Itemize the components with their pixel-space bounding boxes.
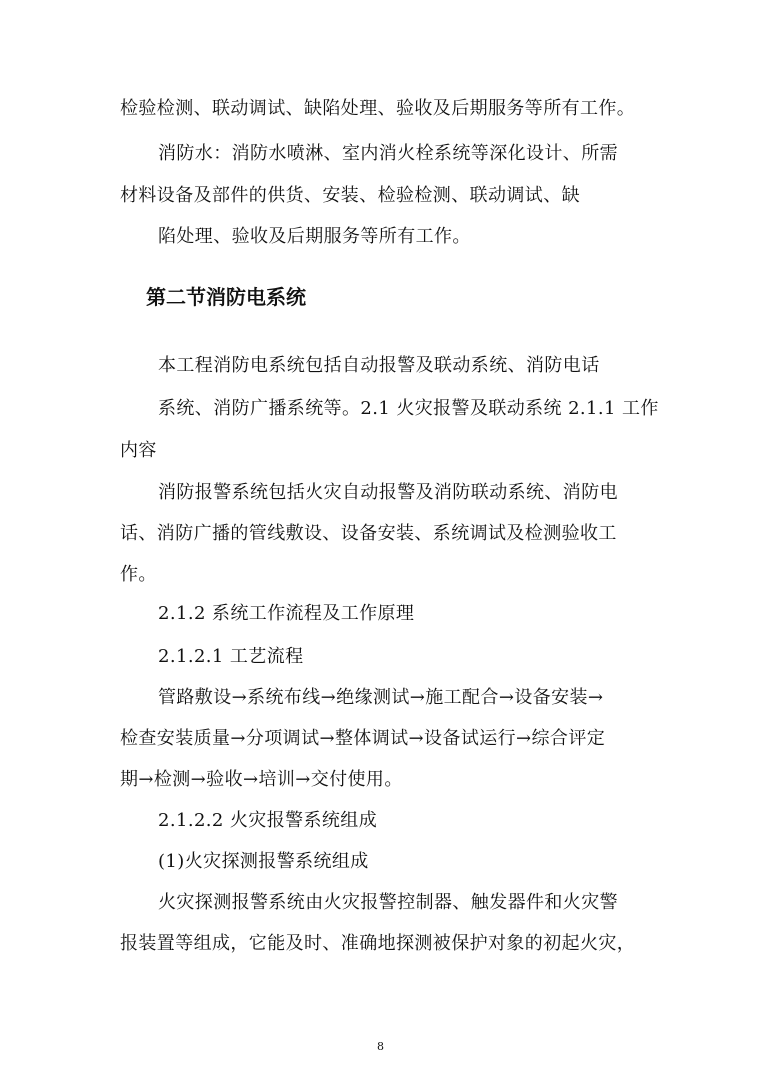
text-line: 2.1.2.1 工艺流程: [158, 646, 304, 667]
text-line: 系统、消防广播系统等。2.1 火灾报警及联动系统 2.1.1 工作: [158, 398, 659, 419]
text-line: 检查安装质量→分项调试→整体调试→设备试运行→综合评定: [120, 728, 606, 749]
text-line: 消防报警系统包括火灾自动报警及消防联动系统、消防电: [158, 482, 618, 503]
text-line: 内容: [120, 440, 157, 461]
text-line: 本工程消防电系统包括自动报警及联动系统、消防电话: [158, 355, 600, 376]
section-heading: 第二节消防电系统: [146, 285, 306, 309]
page-number: 8: [377, 1040, 384, 1053]
text-line: 材料设备及部件的供货、安装、检验检测、联动调试、缺: [120, 185, 580, 206]
text-line: 作。: [120, 564, 157, 585]
text-line: 检验检测、联动调试、缺陷处理、验收及后期服务等所有工作。: [120, 98, 636, 119]
text-line: 消防水：消防水喷淋、室内消火栓系统等深化设计、所需: [158, 143, 618, 164]
text-line: (1)火灾探测报警系统组成: [158, 851, 369, 872]
text-line: 话、消防广播的管线敷设、设备安装、系统调试及检测验收工: [120, 523, 617, 544]
text-line: 报装置等组成，它能及时、准确地探测被保护对象的初起火灾，: [120, 933, 636, 954]
text-line: 2.1.2 系统工作流程及工作原理: [158, 603, 415, 624]
text-line: 2.1.2.2 火灾报警系统组成: [158, 810, 378, 831]
text-line: 管路敷设→系统布线→绝缘测试→施工配合→设备安装→: [158, 687, 604, 708]
text-line: 火灾探测报警系统由火灾报警控制器、触发器件和火灾警: [158, 892, 618, 913]
text-line: 陷处理、验收及后期服务等所有工作。: [158, 226, 471, 247]
text-line: 期→检测→验收→培训→交付使用。: [120, 769, 403, 790]
